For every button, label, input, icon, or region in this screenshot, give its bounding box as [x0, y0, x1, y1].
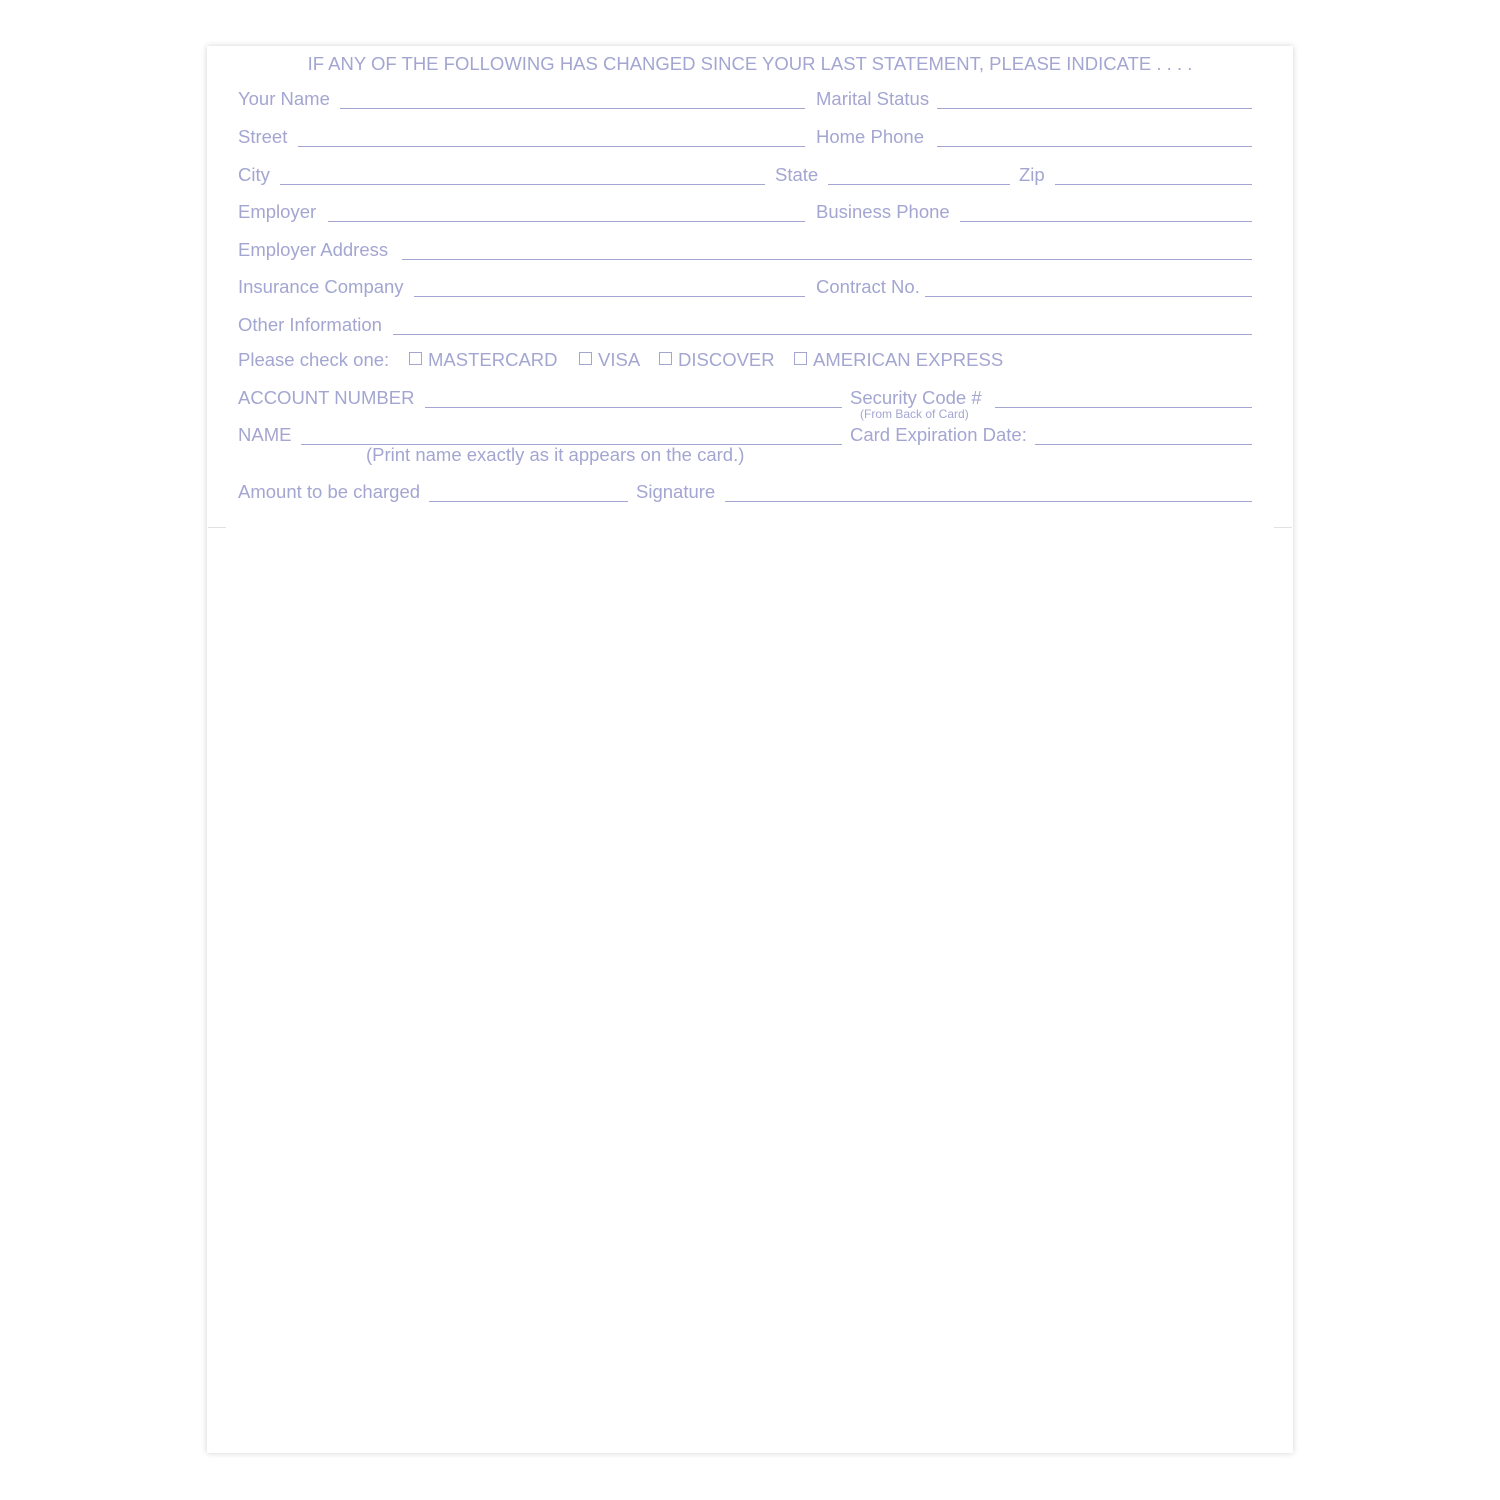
discover-checkbox[interactable] — [659, 352, 672, 365]
option-american-express[interactable] — [794, 349, 1003, 371]
business-phone-label: Business Phone — [816, 201, 950, 222]
row-card-type — [238, 349, 1252, 373]
other-information-line[interactable] — [393, 334, 1252, 335]
name-label: NAME — [238, 424, 292, 445]
street-label: Street — [238, 126, 288, 147]
insurance-company-label: Insurance Company — [238, 276, 404, 297]
marital-status-label: Marital Status — [816, 88, 930, 109]
option-discover[interactable] — [659, 349, 775, 371]
row-amount-signature — [238, 481, 1252, 505]
statement-form-sheet — [207, 46, 1293, 1453]
row-street-phone — [238, 126, 1252, 150]
check-one-label: Please check one: — [238, 349, 390, 370]
home-phone-line[interactable] — [937, 146, 1252, 147]
your-name-line[interactable] — [340, 108, 805, 109]
american-express-checkbox[interactable] — [794, 352, 807, 365]
row-city-state-zip — [238, 164, 1252, 188]
row-other-info — [238, 314, 1252, 338]
visa-label: VISA — [598, 349, 641, 370]
row-account — [238, 387, 1252, 421]
row-employer — [238, 201, 1252, 225]
form-heading: IF ANY OF THE FOLLOWING HAS CHANGED SINCE YOUR LAST STATEMENT, PLEASE INDICATE . . . . — [307, 53, 1193, 74]
business-phone-line[interactable] — [960, 221, 1252, 222]
zip-label: Zip — [1019, 164, 1045, 185]
city-line[interactable] — [280, 184, 765, 185]
marital-status-line[interactable] — [937, 108, 1252, 109]
state-label: State — [775, 164, 819, 185]
print-name-note: (Print name exactly as it appears on the card.) — [366, 444, 745, 465]
contract-no-label: Contract No. — [816, 276, 920, 297]
card-expiration-line[interactable] — [1035, 444, 1252, 445]
amount-charged-line[interactable] — [429, 501, 628, 502]
security-code-line[interactable] — [995, 407, 1252, 408]
mastercard-checkbox[interactable] — [409, 352, 422, 365]
home-phone-label: Home Phone — [816, 126, 924, 147]
employer-address-line[interactable] — [402, 259, 1252, 260]
account-number-line[interactable] — [425, 407, 842, 408]
city-label: City — [238, 164, 270, 185]
employer-address-label: Employer Address — [238, 239, 389, 260]
your-name-label: Your Name — [238, 88, 330, 109]
row-insurance — [238, 276, 1252, 300]
signature-label: Signature — [636, 481, 716, 502]
perforation-mark-left — [208, 527, 226, 528]
visa-checkbox[interactable] — [579, 352, 592, 365]
perforation-mark-right — [1274, 527, 1292, 528]
signature-line[interactable] — [725, 501, 1252, 502]
american-express-label: AMERICAN EXPRESS — [813, 349, 1004, 370]
zip-line[interactable] — [1055, 184, 1252, 185]
state-line[interactable] — [828, 184, 1010, 185]
row-employer-address — [238, 239, 1252, 263]
discover-label: DISCOVER — [678, 349, 775, 370]
other-information-label: Other Information — [238, 314, 382, 335]
card-expiration-label: Card Expiration Date: — [850, 424, 1027, 445]
option-mastercard[interactable] — [409, 349, 558, 371]
employer-label: Employer — [238, 201, 317, 222]
row-card-name — [238, 424, 1252, 465]
security-code-note: (From Back of Card) — [860, 407, 969, 421]
insurance-company-line[interactable] — [414, 296, 805, 297]
street-line[interactable] — [298, 146, 805, 147]
employer-line[interactable] — [328, 221, 805, 222]
amount-charged-label: Amount to be charged — [238, 481, 421, 502]
contract-no-line[interactable] — [925, 296, 1252, 297]
row-name-marital — [238, 88, 1252, 112]
account-number-label: ACCOUNT NUMBER — [238, 387, 415, 408]
security-code-label: Security Code # — [850, 387, 982, 408]
mastercard-label: MASTERCARD — [428, 349, 558, 370]
option-visa[interactable] — [579, 349, 640, 371]
